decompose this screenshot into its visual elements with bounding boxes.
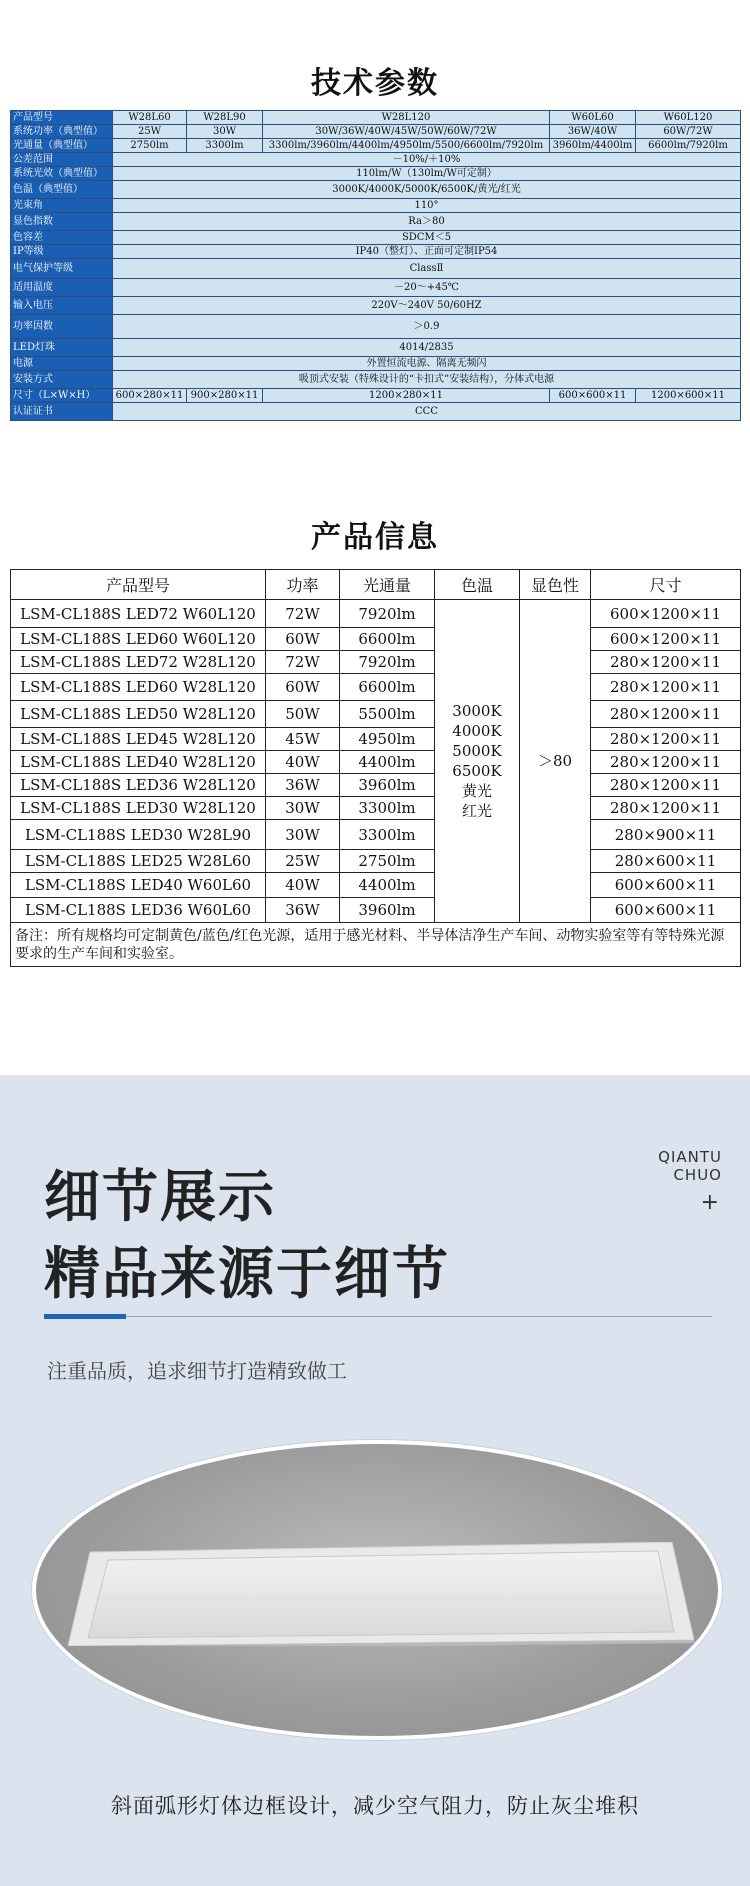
size-cell: 600×1200×11	[591, 628, 741, 651]
model-cell: LSM-CL188S LED36 W28L120	[11, 774, 266, 797]
spec-value: ＞0.9	[113, 315, 741, 339]
spec-row	[11, 199, 741, 213]
table-row	[11, 774, 741, 797]
spec-row	[11, 245, 741, 259]
table-row	[11, 728, 741, 751]
table-row	[11, 628, 741, 651]
table-row	[11, 651, 741, 674]
flux-cell: 4400lm	[340, 751, 435, 774]
spec-row	[11, 139, 741, 153]
spec-cell: W28L60	[113, 111, 187, 125]
spec-value: 110lm/W（130lm/W可定制）	[113, 167, 741, 181]
spec-label: 安装方式	[11, 371, 113, 389]
table-row	[11, 751, 741, 774]
spec-table	[10, 110, 741, 421]
flux-cell: 6600lm	[340, 628, 435, 651]
spec-value: 3000K/4000K/5000K/6500K/黄光/红光	[113, 181, 741, 199]
flux-cell: 7920lm	[340, 651, 435, 674]
flux-cell: 3960lm	[340, 774, 435, 797]
spec-cell: 30W	[187, 125, 263, 139]
spec-label: 功率因数	[11, 315, 113, 339]
spec-label: 光束角	[11, 199, 113, 213]
power-cell: 60W	[266, 628, 340, 651]
model-cell: LSM-CL188S LED50 W28L120	[11, 701, 266, 728]
table-row	[11, 850, 741, 873]
model-cell: LSM-CL188S LED60 W28L120	[11, 674, 266, 701]
size-cell: 280×1200×11	[591, 701, 741, 728]
model-cell: LSM-CL188S LED60 W60L120	[11, 628, 266, 651]
spec-cell: 30W/36W/40W/45W/50W/60W/72W	[263, 125, 550, 139]
brand-line-2: CHUO	[673, 1166, 722, 1184]
spec-value: 220V～240V 50/60HZ	[113, 297, 741, 315]
detail-heading-2: 精品来源于细节	[44, 1242, 450, 1307]
color-temp-value: 3000K	[452, 702, 502, 720]
color-temp-value: 红光	[461, 802, 492, 820]
detail-caption: 斜面弧形灯体边框设计，减少空气阻力，防止灰尘堆积	[111, 1794, 639, 1818]
flux-cell: 3960lm	[340, 898, 435, 923]
power-cell: 30W	[266, 797, 340, 820]
spec-cell: 3960lm/4400lm	[550, 139, 636, 153]
product-title: 产品信息	[311, 520, 439, 555]
model-cell: LSM-CL188S LED40 W28L120	[11, 751, 266, 774]
spec-value: SDCM＜5	[113, 231, 741, 245]
model-cell: LSM-CL188S LED40 W60L60	[11, 873, 266, 898]
model-cell: LSM-CL188S LED25 W28L60	[11, 850, 266, 873]
spec-row	[11, 167, 741, 181]
product-header-row	[11, 570, 741, 600]
spec-value: Ra＞80	[113, 213, 741, 231]
header-flux: 光通量	[340, 570, 435, 600]
table-row	[11, 797, 741, 820]
model-cell: LSM-CL188S LED30 W28L120	[11, 797, 266, 820]
size-cell: 280×900×11	[591, 820, 741, 850]
spec-cell: W28L90	[187, 111, 263, 125]
power-cell: 40W	[266, 873, 340, 898]
spec-cell: 1200×280×11	[263, 389, 550, 403]
spec-label: 色温（典型值）	[11, 181, 113, 199]
spec-value: 110°	[113, 199, 741, 213]
spec-label: 电源	[11, 357, 113, 371]
color-temp-value: 5000K	[452, 742, 502, 760]
size-cell: 600×600×11	[591, 898, 741, 923]
detail-section	[0, 1075, 750, 1886]
size-cell: 280×600×11	[591, 850, 741, 873]
flux-cell: 7920lm	[340, 600, 435, 628]
spec-value: IP40（整灯）、正面可定制IP54	[113, 245, 741, 259]
size-cell: 280×1200×11	[591, 674, 741, 701]
spec-row	[11, 403, 741, 421]
divider-line	[44, 1316, 712, 1317]
table-row	[11, 898, 741, 923]
spec-cell: 3300lm	[187, 139, 263, 153]
power-cell: 40W	[266, 751, 340, 774]
brand-mark	[658, 1148, 722, 1184]
detail-heading-1: 细节展示	[44, 1165, 276, 1230]
cri-cell: ＞80	[520, 600, 591, 923]
led-panel-image	[68, 1542, 694, 1646]
model-cell: LSM-CL188S LED45 W28L120	[11, 728, 266, 751]
header-model: 产品型号	[11, 570, 266, 600]
spec-cell: 600×280×11	[113, 389, 187, 403]
power-cell: 25W	[266, 850, 340, 873]
size-cell: 280×1200×11	[591, 751, 741, 774]
spec-row	[11, 153, 741, 167]
size-cell: 280×1200×11	[591, 651, 741, 674]
spec-label: 输入电压	[11, 297, 113, 315]
table-row	[11, 600, 741, 628]
color-temp-value: 6500K	[452, 762, 502, 780]
color-temp-value: 黄光	[461, 782, 492, 800]
flux-cell: 4950lm	[340, 728, 435, 751]
model-cell: LSM-CL188S LED72 W60L120	[11, 600, 266, 628]
spec-value: 吸顶式安装（特殊设计的“卡扣式”安装结构），分体式电源	[113, 371, 741, 389]
spec-label: 系统功率（典型值）	[11, 125, 113, 139]
spec-row	[11, 357, 741, 371]
note-text: 备注：所有规格均可定制黄色/蓝色/红色光源，适用于感光材料、半导体洁净生产车间、动物实验室等有等特殊光源要求的生产车间和实验室。	[11, 923, 741, 967]
size-cell: 600×600×11	[591, 873, 741, 898]
header-color-temp: 色温	[435, 570, 520, 600]
model-cell: LSM-CL188S LED30 W28L90	[11, 820, 266, 850]
flux-cell: 4400lm	[340, 873, 435, 898]
spec-cell: 25W	[113, 125, 187, 139]
power-cell: 60W	[266, 674, 340, 701]
power-cell: 36W	[266, 774, 340, 797]
spec-row	[11, 279, 741, 297]
spec-row	[11, 213, 741, 231]
spec-label: 尺寸（L×W×H）	[11, 389, 113, 403]
power-cell: 72W	[266, 600, 340, 628]
spec-cell: 2750lm	[113, 139, 187, 153]
spec-row	[11, 371, 741, 389]
spec-cell: 1200×600×11	[636, 389, 741, 403]
flux-cell: 3300lm	[340, 797, 435, 820]
spec-row	[11, 339, 741, 357]
spec-label: 适用温度	[11, 279, 113, 297]
spec-label: 色容差	[11, 231, 113, 245]
plus-icon: +	[700, 1190, 719, 1215]
spec-cell: 36W/40W	[550, 125, 636, 139]
color-temp-cell	[435, 600, 520, 923]
spec-value: 外置恒流电源、隔离无频闪	[113, 357, 741, 371]
size-cell: 600×1200×11	[591, 600, 741, 628]
detail-subtitle: 注重品质，追求细节打造精致做工	[47, 1359, 347, 1383]
model-cell: LSM-CL188S LED36 W60L60	[11, 898, 266, 923]
spec-row	[11, 389, 741, 403]
size-cell: 280×1200×11	[591, 728, 741, 751]
table-row	[11, 820, 741, 850]
spec-row	[11, 111, 741, 125]
divider-accent	[44, 1314, 126, 1319]
table-row	[11, 674, 741, 701]
spec-label: LED灯珠	[11, 339, 113, 357]
note-row	[11, 923, 741, 967]
spec-cell: 600×600×11	[550, 389, 636, 403]
spec-cell: 900×280×11	[187, 389, 263, 403]
flux-cell: 2750lm	[340, 850, 435, 873]
flux-cell: 5500lm	[340, 701, 435, 728]
spec-cell: W28L120	[263, 111, 550, 125]
spec-row	[11, 125, 741, 139]
header-cri: 显色性	[520, 570, 591, 600]
table-row	[11, 701, 741, 728]
spec-row	[11, 259, 741, 279]
spec-label: 显色指数	[11, 213, 113, 231]
spec-value: －20～+45℃	[113, 279, 741, 297]
spec-row	[11, 181, 741, 199]
header-size: 尺寸	[591, 570, 741, 600]
spec-row	[11, 315, 741, 339]
flux-cell: 6600lm	[340, 674, 435, 701]
product-table	[10, 569, 741, 967]
spec-cell: 6600lm/7920lm	[636, 139, 741, 153]
spec-value: －10%/＋10%	[113, 153, 741, 167]
spec-row	[11, 297, 741, 315]
power-cell: 36W	[266, 898, 340, 923]
model-cell: LSM-CL188S LED72 W28L120	[11, 651, 266, 674]
product-photo	[32, 1440, 722, 1740]
spec-label: 光通量（典型值）	[11, 139, 113, 153]
spec-value: 4014/2835	[113, 339, 741, 357]
spec-label: IP等级	[11, 245, 113, 259]
spec-label: 公差范围	[11, 153, 113, 167]
power-cell: 50W	[266, 701, 340, 728]
size-cell: 280×1200×11	[591, 774, 741, 797]
spec-label: 产品型号	[11, 111, 113, 125]
header-power: 功率	[266, 570, 340, 600]
power-cell: 45W	[266, 728, 340, 751]
table-row	[11, 873, 741, 898]
spec-cell: 60W/72W	[636, 125, 741, 139]
spec-cell: W60L60	[550, 111, 636, 125]
power-cell: 72W	[266, 651, 340, 674]
spec-label: 认证证书	[11, 403, 113, 421]
size-cell: 280×1200×11	[591, 797, 741, 820]
color-temp-value: 4000K	[452, 722, 502, 740]
spec-title: 技术参数	[311, 66, 439, 101]
spec-value: CCC	[113, 403, 741, 421]
spec-row	[11, 231, 741, 245]
brand-line-1: QIANTU	[658, 1148, 722, 1166]
spec-label: 电气保护等级	[11, 259, 113, 279]
spec-cell: W60L120	[636, 111, 741, 125]
flux-cell: 3300lm	[340, 820, 435, 850]
spec-cell: 3300lm/3960lm/4400lm/4950lm/5500/6600lm/7920lm	[263, 139, 550, 153]
spec-value: ClassⅡ	[113, 259, 741, 279]
spec-label: 系统光效（典型值）	[11, 167, 113, 181]
power-cell: 30W	[266, 820, 340, 850]
